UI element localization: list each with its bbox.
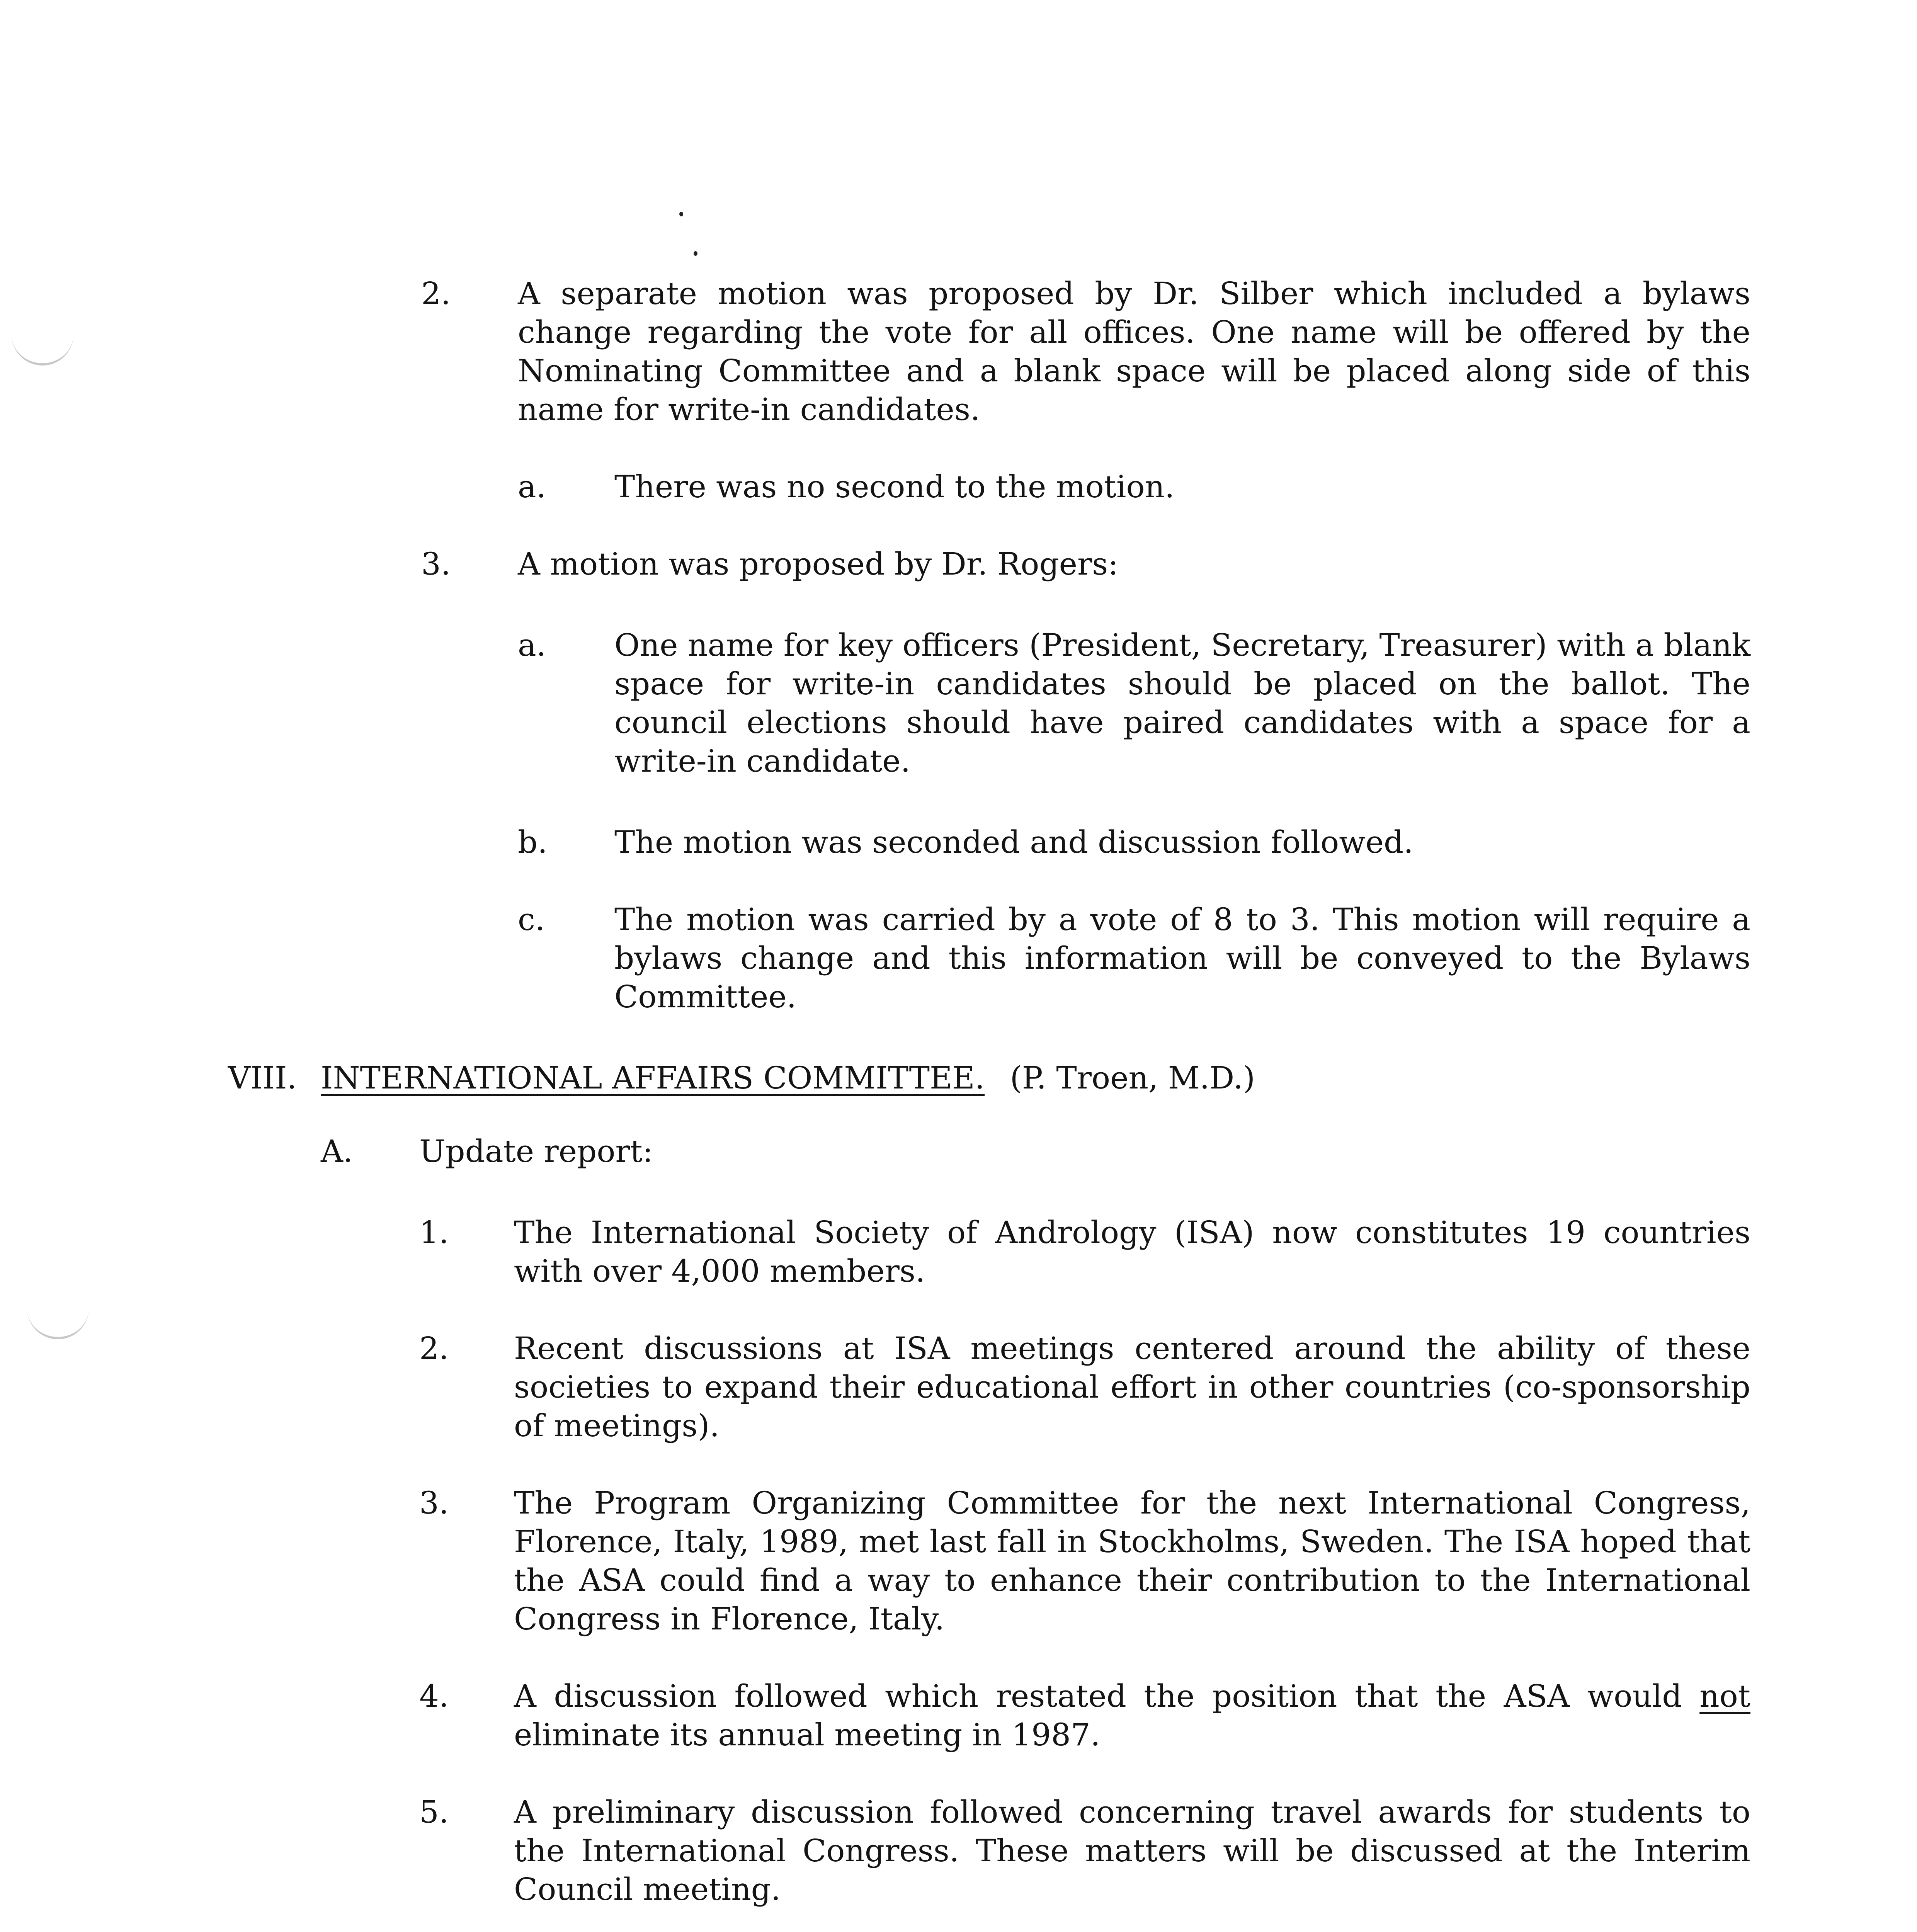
section-number: VIII. — [228, 1060, 297, 1096]
item-number: 2. — [421, 276, 451, 311]
binder-hole-top — [12, 332, 73, 366]
item-letter: c. — [518, 901, 545, 937]
item-letter: b. — [518, 824, 548, 860]
item-text: A preliminary discussion followed concerning travel awards for students to the International Congress. These matters will be discussed at the Interim Council meeting. — [514, 1794, 1750, 1907]
item-text: A separate motion was proposed by Dr. Silber which included a bylaws change regarding the vote for all offices. One name will be offered by the Nominating Committee and a blank space will be placed along side of this name for write-in candidates. — [518, 276, 1750, 427]
item-text: The Program Organizing Committee for the next International Congress, Florence, Italy, 1989, met last fall in Stockholms, Sweden. The ISA hoped that the ASA could find a way to enhance their contribution to the International Congress in Florence, Italy. — [514, 1485, 1750, 1637]
section-title: INTERNATIONAL AFFAIRS COMMITTEE. — [321, 1060, 985, 1096]
item-letter: A. — [321, 1133, 353, 1169]
item-text: The International Society of Andrology (ISA) now constitutes 19 countries with over 4,000 members. — [514, 1214, 1750, 1289]
item-number: 5. — [419, 1794, 449, 1830]
item-text — [514, 1677, 1750, 1754]
item-number: 3. — [421, 546, 451, 582]
item-text: There was no second to the motion. — [614, 469, 1175, 505]
item-number: 3. — [419, 1485, 449, 1521]
item-number: 4. — [419, 1678, 449, 1714]
section-author: (P. Troen, M.D.) — [1010, 1060, 1255, 1096]
binder-hole-middle — [27, 1306, 89, 1339]
item-text-before: A discussion followed which restated the position that the ASA would — [514, 1678, 1682, 1714]
item-text: Update report: — [419, 1133, 653, 1169]
ink-speck — [679, 212, 683, 216]
item-letter: a. — [518, 627, 546, 663]
item-text: Recent discussions at ISA meetings centered around the ability of these societies to expand their educational effort in other countries (co-sponsorship of meetings). — [514, 1330, 1750, 1444]
item-text: The motion was seconded and discussion followed. — [614, 824, 1414, 860]
item-text-after: eliminate its annual meeting in 1987. — [514, 1717, 1101, 1753]
item-text: A motion was proposed by Dr. Rogers: — [518, 546, 1119, 582]
item-text-underlined: not — [1699, 1678, 1750, 1714]
section-heading-line — [321, 1059, 1750, 1097]
item-number: 1. — [419, 1214, 449, 1250]
ink-speck — [694, 251, 697, 256]
item-number: 2. — [419, 1330, 449, 1366]
item-text: One name for key officers (President, Secretary, Treasurer) with a blank space for write-in candidates should be placed on the ballot. The council elections should have paired candidates with a space for a write-in candidate. — [614, 627, 1750, 779]
item-text: The motion was carried by a vote of 8 to 3. This motion will require a bylaws change and this information will be conveyed to the Bylaws Committee. — [614, 901, 1750, 1015]
item-letter: a. — [518, 469, 546, 505]
